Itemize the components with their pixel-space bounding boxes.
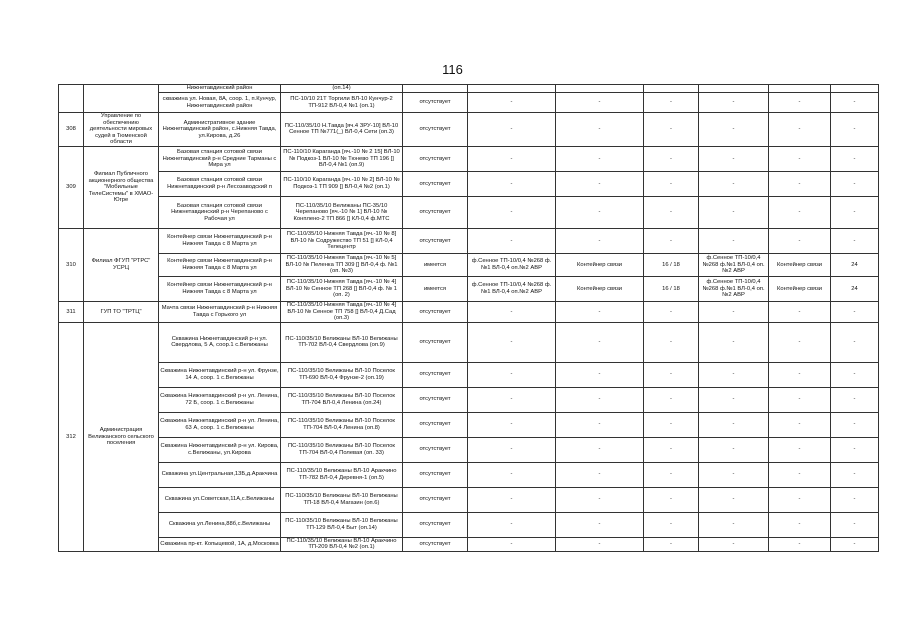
cell-c6: - bbox=[468, 93, 556, 113]
table-row bbox=[59, 196, 879, 228]
cell-st: отсутствует bbox=[403, 362, 468, 387]
table-row bbox=[59, 146, 879, 171]
organization-cell: Филиал ФГУП "РТРС" УСРЦ bbox=[84, 228, 159, 301]
cell-src: ПС-10/10 21Т Торгили ВЛ-10 Кунчур-2 ТП-912 ВЛ-0,4 №1 (оп.1) bbox=[281, 93, 403, 113]
cell-c10: - bbox=[769, 301, 831, 322]
cell-c10: Контейнер связи bbox=[769, 276, 831, 301]
cell-c9: - bbox=[699, 512, 769, 537]
cell-st: отсутствует bbox=[403, 196, 468, 228]
cell-c7: - bbox=[556, 537, 644, 551]
cell-src: ПС-110/35/10 Нижняя Тавда [яч.-10 № 4] ВЛ-10 № Сенное ТП 268 [] ВЛ-0,4 ф. № 1 (оп. 2) bbox=[281, 276, 403, 301]
cell-c10: - bbox=[769, 93, 831, 113]
cell-obj: Административное здание Нижнетавдинский район, с.Нижняя Тавда, ул.Кирова, д.26 bbox=[159, 113, 281, 147]
cell-c8: - bbox=[644, 113, 699, 147]
cell-c6: - bbox=[468, 537, 556, 551]
cell-c6: - bbox=[468, 301, 556, 322]
cell-c11: - bbox=[831, 113, 879, 147]
cell-c9: - bbox=[699, 437, 769, 462]
cell-obj: Скважина ул.Центральная,13Б,д.Аракчина bbox=[159, 462, 281, 487]
cell-c11: - bbox=[831, 171, 879, 196]
cell-obj: Контейнер связи Нижнетавдинский р-н Нижняя Тавда с 8 Марта ул bbox=[159, 276, 281, 301]
cell-c8: - bbox=[644, 412, 699, 437]
cell-c8: - bbox=[644, 537, 699, 551]
table-row bbox=[59, 437, 879, 462]
cell-obj: Контейнер связи Нижнетавдинский р-н Нижняя Тавда с 8 Марта ул bbox=[159, 228, 281, 253]
cell-c6: - bbox=[468, 412, 556, 437]
cell-obj: Контейнер связи Нижнетавдинский р-н Нижняя Тавда с 8 Марта ул bbox=[159, 253, 281, 276]
cell-c6: ф.Сенное ТП-10/0,4 №268 ф.№1 ВЛ-0,4 оп.№2 АВР bbox=[468, 276, 556, 301]
cell-obj: Базовая станция сотовой связи Нижнетавдинский р-н Черепаново с Рабочая ул bbox=[159, 196, 281, 228]
cell-c8: - bbox=[644, 462, 699, 487]
cell-st: отсутствует bbox=[403, 487, 468, 512]
cell-obj: Скважина Нижнетавдинский р-н ул. Ленина, 72 Б, соор. 1 с.Велижаны bbox=[159, 387, 281, 412]
cell-c7: - bbox=[556, 301, 644, 322]
cell-src: ПС-110/10 Караганда [яч.-10 № 2] ВЛ-10 № Подкоз-1 ТП 909 [] ВЛ-0,4 №2 (оп.1) bbox=[281, 171, 403, 196]
organization-cell: Филиал Публичного акционерного общества "Мобильные ТелеСистемы" в ХМАО-Югре bbox=[84, 146, 159, 228]
cell-c7: - bbox=[556, 322, 644, 362]
cell-c6: - bbox=[468, 146, 556, 171]
cell-c8: - bbox=[644, 146, 699, 171]
row-number-cell: 311 bbox=[59, 301, 84, 322]
cell-c9: - bbox=[699, 387, 769, 412]
cell-c10: - bbox=[769, 228, 831, 253]
cell-c10: - bbox=[769, 322, 831, 362]
cell-c6: - bbox=[468, 512, 556, 537]
cell-c9: ф.Сенное ТП-10/0,4 №268 ф.№1 ВЛ-0,4 оп.№2 АВР bbox=[699, 253, 769, 276]
table-row bbox=[59, 228, 879, 253]
cell-c7: - bbox=[556, 487, 644, 512]
cell-c11: - bbox=[831, 301, 879, 322]
row-number-cell bbox=[59, 85, 84, 113]
row-number-cell: 312 bbox=[59, 322, 84, 551]
cell-c7: - bbox=[556, 146, 644, 171]
cell-c9: - bbox=[699, 146, 769, 171]
cell-c9: - bbox=[699, 462, 769, 487]
cell-c8: - bbox=[644, 512, 699, 537]
cell-st: имеется bbox=[403, 276, 468, 301]
cell-c7: - bbox=[556, 362, 644, 387]
cell-st: отсутствует bbox=[403, 462, 468, 487]
cell-st: отсутствует bbox=[403, 93, 468, 113]
table-row bbox=[59, 301, 879, 322]
cell-st bbox=[403, 85, 468, 93]
table-row bbox=[59, 387, 879, 412]
cell-st: отсутствует bbox=[403, 146, 468, 171]
cell-c10: - bbox=[769, 412, 831, 437]
cell-c6 bbox=[468, 85, 556, 93]
table-row bbox=[59, 113, 879, 147]
cell-src: ПС-110/35/10 Велижаны ВЛ-10 Поселок ТП-704 ВЛ-0,4 Ленина (оп.8) bbox=[281, 412, 403, 437]
cell-c6: - bbox=[468, 171, 556, 196]
cell-src: ПС-110/10 Караганда [яч.-10 № 2 15] ВЛ-10 № Подкоз-1 ВЛ-10 № Тюнево ТП 196 [] ВЛ-0,4 №1 (оп.9) bbox=[281, 146, 403, 171]
table-row bbox=[59, 487, 879, 512]
cell-c8: - bbox=[644, 487, 699, 512]
cell-c9: - bbox=[699, 196, 769, 228]
cell-obj: Скважина пр-кт. Копыцевой, 1А, д.Московка bbox=[159, 537, 281, 551]
cell-c9: - bbox=[699, 487, 769, 512]
cell-c10 bbox=[769, 85, 831, 93]
cell-c9: - bbox=[699, 113, 769, 147]
table-row bbox=[59, 276, 879, 301]
table-row bbox=[59, 85, 879, 93]
cell-c11 bbox=[831, 85, 879, 93]
cell-c8: - bbox=[644, 196, 699, 228]
cell-st: отсутствует bbox=[403, 387, 468, 412]
cell-c8: - bbox=[644, 93, 699, 113]
cell-src: ПС-110/35/10 Велижаны ВЛ-10 Поселок ТП-690 ВЛ-0,4 Фрунзе-2 (оп.19) bbox=[281, 362, 403, 387]
cell-c10: - bbox=[769, 487, 831, 512]
cell-c8: 16 / 18 bbox=[644, 253, 699, 276]
cell-obj: Мачта связи Нижнетавдинский р-н Нижняя Тавда с Горького ул bbox=[159, 301, 281, 322]
cell-obj: Базовая станция сотовой связи Нижнетавдинский р-н Лесозаводский п bbox=[159, 171, 281, 196]
cell-c6: - bbox=[468, 228, 556, 253]
cell-c10: - bbox=[769, 171, 831, 196]
cell-c9: - bbox=[699, 171, 769, 196]
cell-c7: - bbox=[556, 387, 644, 412]
cell-src: ПС-110/35/10 Велижаны ВЛ-10 Поселок ТП-704 ВЛ-0,4 Ленина (оп.24) bbox=[281, 387, 403, 412]
cell-st: отсутствует bbox=[403, 228, 468, 253]
cell-c9: - bbox=[699, 537, 769, 551]
cell-src: ПС-110/35/10 Нижняя Тавда [яч.-10 № 5] ВЛ-10 № Пеленка ТП 309 [] ВЛ-0,4 ф. №1 (оп. №3) bbox=[281, 253, 403, 276]
cell-src: ПС-110/35/10 Н.Тавда [яч.4 ЗРУ-10] ВЛ-10 Сенное ТП №771(_) ВЛ-0,4 Сети (оп.3) bbox=[281, 113, 403, 147]
page-number: 116 bbox=[442, 62, 463, 77]
row-number-cell: 310 bbox=[59, 228, 84, 301]
cell-c7: - bbox=[556, 437, 644, 462]
cell-c11: - bbox=[831, 437, 879, 462]
cell-c8: - bbox=[644, 322, 699, 362]
cell-c11: - bbox=[831, 412, 879, 437]
cell-c8: - bbox=[644, 387, 699, 412]
cell-c9: - bbox=[699, 228, 769, 253]
cell-c7: - bbox=[556, 512, 644, 537]
cell-c8: - bbox=[644, 228, 699, 253]
cell-c10: - bbox=[769, 146, 831, 171]
cell-c7: - bbox=[556, 412, 644, 437]
table-row bbox=[59, 253, 879, 276]
cell-src: ПС-110/35/10 Велижаны ВЛ-10 Велижаны ТП-702 ВЛ-0,4 Свердлова (оп.9) bbox=[281, 322, 403, 362]
cell-src: ПС-110/35/10 Велижаны ВЛ-10 Аракчино ТП-782 ВЛ-0,4 Деревня-1 (оп.5) bbox=[281, 462, 403, 487]
cell-c7 bbox=[556, 85, 644, 93]
cell-c11: - bbox=[831, 322, 879, 362]
cell-c8: - bbox=[644, 171, 699, 196]
cell-c11: - bbox=[831, 487, 879, 512]
cell-src: ПС-110/35/10 Нижняя Тавда [яч.-10 № 8] ВЛ-10 № Содружество ТП 51 [] КЛ-0,4 Телецентр bbox=[281, 228, 403, 253]
cell-c7: Контейнер связи bbox=[556, 253, 644, 276]
cell-c8 bbox=[644, 85, 699, 93]
cell-obj: Нижнетавдинский район bbox=[159, 85, 281, 93]
cell-st: отсутствует bbox=[403, 412, 468, 437]
cell-c7: - bbox=[556, 462, 644, 487]
cell-c8: 16 / 18 bbox=[644, 276, 699, 301]
cell-c7: - bbox=[556, 196, 644, 228]
cell-c9: - bbox=[699, 322, 769, 362]
cell-st: отсутствует bbox=[403, 301, 468, 322]
row-number-cell: 308 bbox=[59, 113, 84, 147]
cell-src: ПС-110/35/10 Велижаны ВЛ-10 Велижаны ТП-129 ВЛ-0,4 Быт (оп.14) bbox=[281, 512, 403, 537]
cell-st: отсутствует bbox=[403, 322, 468, 362]
cell-c6: - bbox=[468, 322, 556, 362]
table-row bbox=[59, 412, 879, 437]
cell-src: (оп.14) bbox=[281, 85, 403, 93]
cell-obj: Скважина ул.Ленина,88б,с.Велижаны bbox=[159, 512, 281, 537]
cell-src: ПС-110/35/10 Велижаны ВЛ-10 Велижаны ТП-18 ВЛ-0,4 Магазин (оп.6) bbox=[281, 487, 403, 512]
cell-c10: - bbox=[769, 537, 831, 551]
cell-c6: - bbox=[468, 362, 556, 387]
cell-c9 bbox=[699, 85, 769, 93]
table-row bbox=[59, 362, 879, 387]
cell-c7: - bbox=[556, 171, 644, 196]
cell-obj: Скважина Нижнетавдинский р-н ул. Ленина, 63 А, соор. 1 с.Велижаны bbox=[159, 412, 281, 437]
cell-c11: - bbox=[831, 146, 879, 171]
cell-c6: - bbox=[468, 387, 556, 412]
cell-c7: Контейнер связи bbox=[556, 276, 644, 301]
cell-st: отсутствует bbox=[403, 537, 468, 551]
cell-c9: - bbox=[699, 412, 769, 437]
cell-c7: - bbox=[556, 113, 644, 147]
cell-src: ПС-110/35/10 Велижаны ВЛ-10 Аракчино ТП-209 ВЛ-0,4 №2 (оп.1) bbox=[281, 537, 403, 551]
organization-cell: ГУП ТО "ТРТЦ" bbox=[84, 301, 159, 322]
cell-c11: - bbox=[831, 196, 879, 228]
cell-c10: - bbox=[769, 437, 831, 462]
cell-c10: - bbox=[769, 512, 831, 537]
table-row bbox=[59, 322, 879, 362]
organization-cell bbox=[84, 85, 159, 113]
cell-c11: - bbox=[831, 93, 879, 113]
registry-table bbox=[58, 84, 879, 552]
cell-c9: - bbox=[699, 362, 769, 387]
cell-c8: - bbox=[644, 362, 699, 387]
cell-c11: - bbox=[831, 228, 879, 253]
cell-src: ПС-110/35/10 Велижаны ПС-35/10 Черепаново [яч.-10 № 1] ВЛ-10 № Конплено-2 ТП 866 [] КЛ-0,4 ф.МТС bbox=[281, 196, 403, 228]
cell-c6: - bbox=[468, 196, 556, 228]
cell-c7: - bbox=[556, 93, 644, 113]
cell-c6: - bbox=[468, 487, 556, 512]
cell-c11: - bbox=[831, 512, 879, 537]
cell-c11: 24 bbox=[831, 276, 879, 301]
cell-st: отсутствует bbox=[403, 512, 468, 537]
cell-c10: - bbox=[769, 196, 831, 228]
cell-c10: - bbox=[769, 362, 831, 387]
cell-c11: - bbox=[831, 537, 879, 551]
cell-c11: - bbox=[831, 387, 879, 412]
cell-obj: Скважина Нижнетавдинский р-н ул. Кирова, с.Велижаны, ул.Кирова bbox=[159, 437, 281, 462]
cell-src: ПС-110/35/10 Нижняя Тавда [яч.-10 № 4] ВЛ-10 № Сенное ТП 758 [] ВЛ-0,4 Д.Сад (оп.3) bbox=[281, 301, 403, 322]
cell-obj: Скважина Нижнетавдинский р-н ул. Свердлова, 5 А, соор.1 с.Велижаны bbox=[159, 322, 281, 362]
cell-c6: - bbox=[468, 437, 556, 462]
cell-st: имеется bbox=[403, 253, 468, 276]
cell-st: отсутствует bbox=[403, 113, 468, 147]
cell-c6: - bbox=[468, 113, 556, 147]
cell-c9: ф.Сенное ТП-10/0,4 №268 ф.№1 ВЛ-0,4 оп.№2 АВР bbox=[699, 276, 769, 301]
cell-st: отсутствует bbox=[403, 437, 468, 462]
cell-c7: - bbox=[556, 228, 644, 253]
cell-c10: - bbox=[769, 462, 831, 487]
organization-cell: Администрация Велижанского сельского поселения bbox=[84, 322, 159, 551]
organization-cell: Управление по обеспечению деятельности мировых судей в Тюменской области bbox=[84, 113, 159, 147]
cell-c11: - bbox=[831, 362, 879, 387]
cell-c10: - bbox=[769, 387, 831, 412]
cell-obj: Скважина Нижнетавдинский р-н ул. Фрунзе, 14 А, соор. 1 с.Велижаны bbox=[159, 362, 281, 387]
cell-obj: Базовая станция сотовой связи Нижнетавдинский р-н Средние Тарманы с Мира ул bbox=[159, 146, 281, 171]
table-row bbox=[59, 537, 879, 551]
cell-c10: Контейнер связи bbox=[769, 253, 831, 276]
cell-c8: - bbox=[644, 301, 699, 322]
cell-c10: - bbox=[769, 113, 831, 147]
table-row bbox=[59, 462, 879, 487]
cell-c9: - bbox=[699, 93, 769, 113]
cell-c8: - bbox=[644, 437, 699, 462]
cell-obj: скважина ул. Новая, 8А, соор. 1, п.Кунчур, Нижнетавдинский район bbox=[159, 93, 281, 113]
cell-st: отсутствует bbox=[403, 171, 468, 196]
cell-c11: 24 bbox=[831, 253, 879, 276]
row-number-cell: 309 bbox=[59, 146, 84, 228]
cell-c11: - bbox=[831, 462, 879, 487]
cell-c6: ф.Сенное ТП-10/0,4 №268 ф.№1 ВЛ-0,4 оп.№2 АВР bbox=[468, 253, 556, 276]
cell-obj: Скважина ул.Советская,11А,с.Велижаны bbox=[159, 487, 281, 512]
cell-c6: - bbox=[468, 462, 556, 487]
table-row bbox=[59, 93, 879, 113]
table-row bbox=[59, 512, 879, 537]
cell-src: ПС-110/35/10 Велижаны ВЛ-10 Поселок ТП-704 ВЛ-0,4 Полевая (оп. 33) bbox=[281, 437, 403, 462]
table-row bbox=[59, 171, 879, 196]
cell-c9: - bbox=[699, 301, 769, 322]
